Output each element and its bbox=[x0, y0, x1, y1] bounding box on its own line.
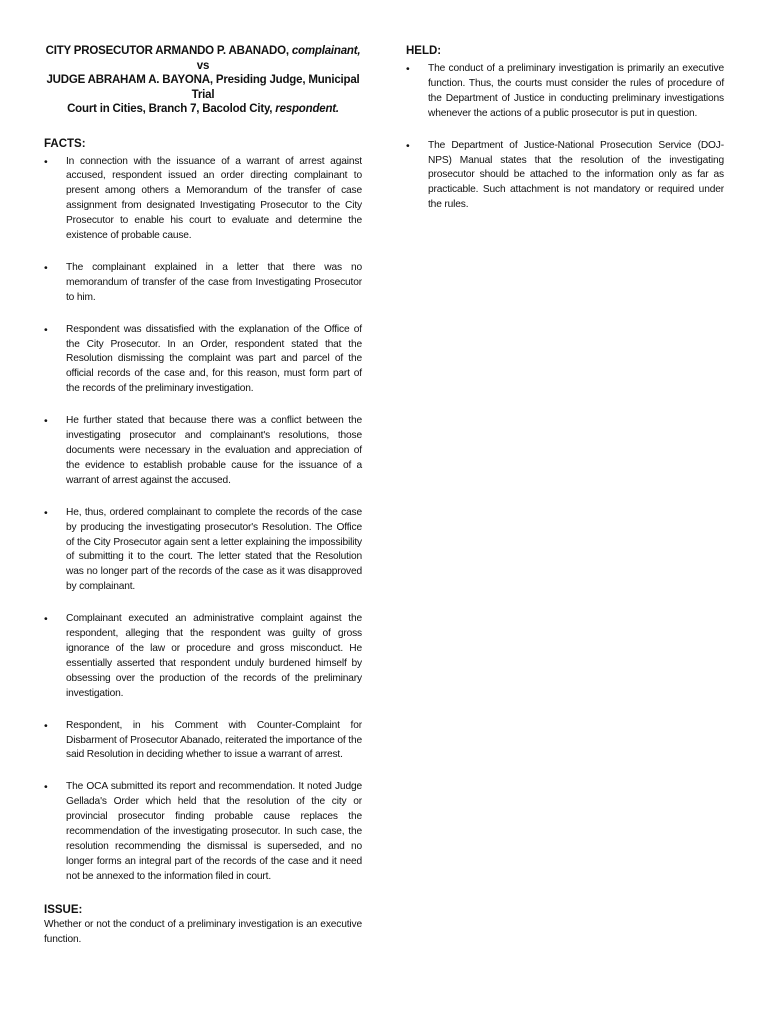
left-column bbox=[44, 44, 362, 947]
respondent-court: Court in Cities, Branch 7, Bacolod City, bbox=[67, 103, 273, 115]
held-list bbox=[406, 62, 724, 213]
caption-line-1 bbox=[44, 44, 362, 59]
caption-line-4 bbox=[44, 102, 362, 117]
complainant-name: CITY PROSECUTOR ARMANDO P. ABANADO, bbox=[45, 45, 289, 57]
facts-item: • He further stated that because there was a conflict between the investigating prosecutor and complainant's resolutions, those documents were necessary in the evaluation and appreciation of the evidence to establish probable cause for the issuance of a warrant of arrest against the accused. bbox=[44, 414, 362, 489]
facts-item: • Respondent, in his Comment with Counter-Complaint for Disbarment of Prosecutor Abanado, reiterated the importance of the said Resolution in deciding whether to issue a warrant of arrest. bbox=[44, 719, 362, 764]
complainant-role: complainant, bbox=[291, 45, 361, 57]
respondent-role: respondent. bbox=[275, 103, 339, 115]
held-item: • The Department of Justice-National Prosecution Service (DOJ-NPS) Manual states that the resolution of the investigating prosecutor should be attached to the information only as far as practicable. Such attachment is not mandatory or required under the rules. bbox=[406, 139, 724, 214]
issue-text: Whether or not the conduct of a preliminary investigation is an executive function. bbox=[44, 918, 362, 945]
issue-heading: ISSUE: bbox=[44, 903, 83, 916]
facts-item: • The complainant explained in a letter that there was no memorandum of transfer of the case from Investigating Prosecutor to him. bbox=[44, 261, 362, 306]
right-column bbox=[406, 44, 724, 230]
facts-item: • Complainant executed an administrative complaint against the respondent, alleging that the respondent was guilty of gross ignorance of the law or procedure and gross misconduct. He essentially asserted that respondent unduly burdened himself by obsessing over the production of the records of the preliminary investigation. bbox=[44, 612, 362, 701]
held-heading: HELD: bbox=[406, 45, 442, 57]
case-caption bbox=[44, 44, 362, 117]
facts-item: • The OCA submitted its report and recommendation. It noted Judge Gellada's Order which held that the resolution of the city or provincial prosecutor finding probable cause replaces the recommendation of the investigating prosecutor. In such case, the resolution recommending the dismissal is superseded, and no longer forms an integral part of the records of the case and it need not be annexed to the information filed in court. bbox=[44, 780, 362, 884]
facts-item: • He, thus, ordered complainant to complete the records of the case by producing the investigating prosecutor's Resolution. The Office of the City Prosecutor again sent a letter explaining the impossibility of submitting it to the court. The letter stated that the Resolution was no longer part of the records of the case as it was disapproved by complainant. bbox=[44, 506, 362, 595]
facts-list bbox=[44, 155, 362, 885]
caption-versus: vs bbox=[196, 59, 210, 72]
facts-heading: FACTS: bbox=[44, 137, 86, 150]
held-item: • The conduct of a preliminary investigation is primarily an executive function. Thus, the courts must consider the rules of procedure of the Department of Justice in conducting preliminary investigations whenever the actions of a public prosecutor is put in question. bbox=[406, 62, 724, 122]
facts-item: • In connection with the issuance of a warrant of arrest against accused, respondent issued an order directing complainant to present among others a Memorandum of the transfer of case assignment from designated Investigating Prosecutor to the City Prosecutor to enable his court to evaluate and determine the existence of probable cause. bbox=[44, 155, 362, 244]
facts-item: • Respondent was dissatisfied with the explanation of the Office of the City Prosecutor. In an Order, respondent stated that the Resolution dismissing the complaint was part and parcel of the official records of the case and, for this reason, must form part of the records of the preliminary investigation. bbox=[44, 323, 362, 398]
caption-line-3: JUDGE ABRAHAM A. BAYONA, Presiding Judge, Municipal Trial bbox=[46, 74, 360, 101]
